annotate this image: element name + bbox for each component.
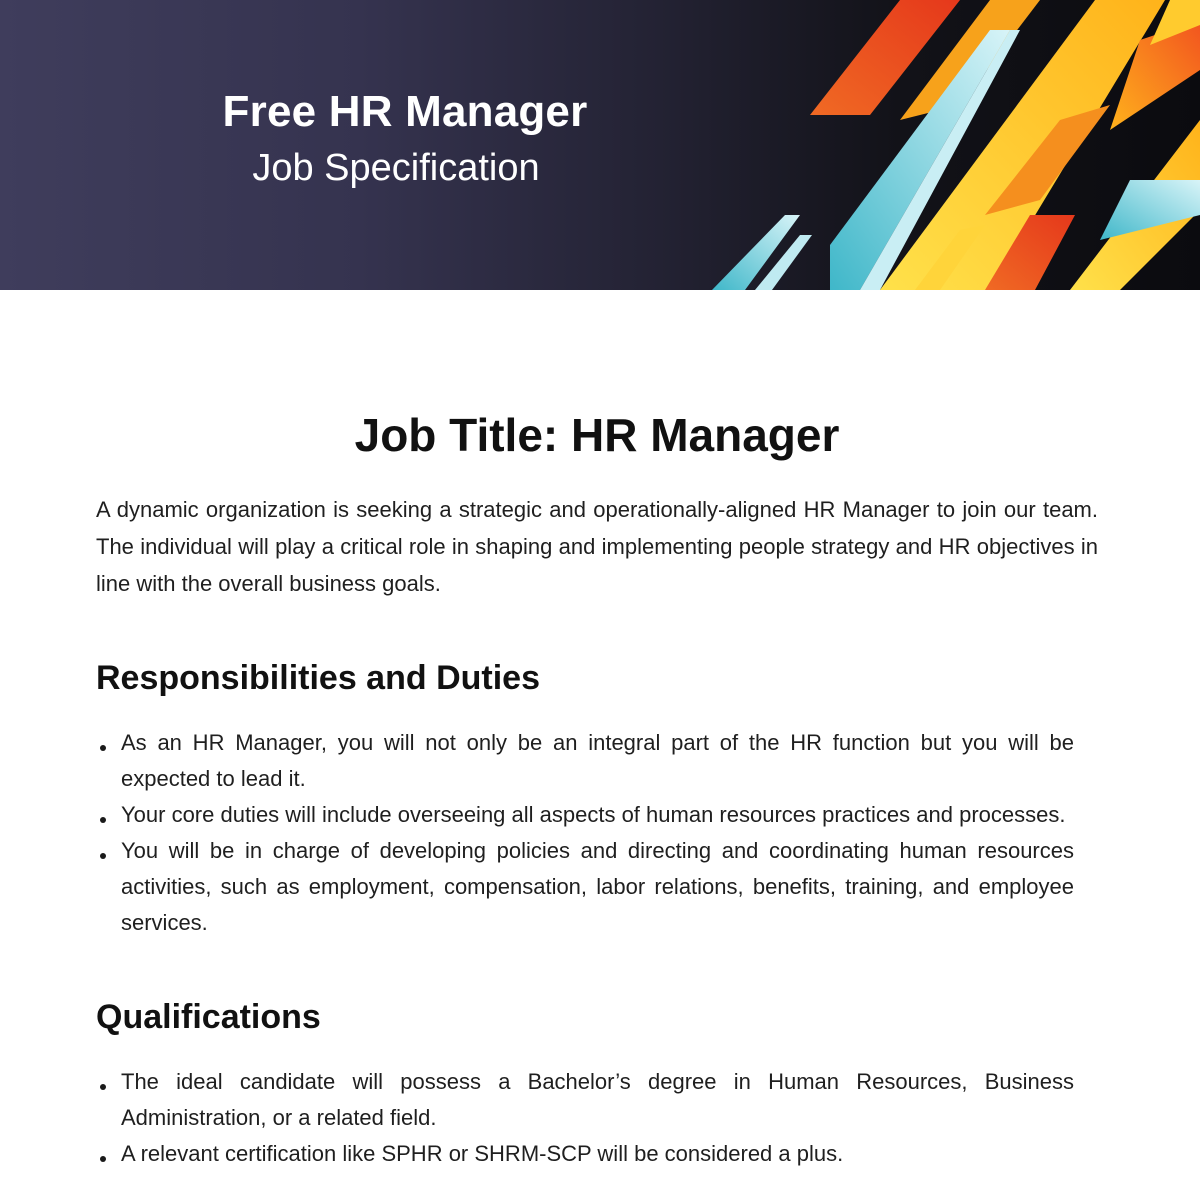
intro-paragraph: A dynamic organization is seeking a strategic and operationally-aligned HR Manager to join our team. The individual will play a critical role in shaping and implementing people strategy and HR objectives in line with the overall business goals. xyxy=(96,497,1098,596)
list-item xyxy=(96,833,1074,941)
job-title: Job Title: HR Manager xyxy=(354,409,840,461)
header-banner xyxy=(0,0,1200,290)
qualifications-list xyxy=(96,1064,1074,1172)
list-item xyxy=(96,725,1074,797)
list-item-text: The ideal candidate will possess a Bachelor’s degree in Human Resources, Business Administration, or a related field. xyxy=(121,1069,1074,1130)
bullet-icon xyxy=(100,1156,106,1162)
document-content xyxy=(96,405,1098,1172)
section-heading: Qualifications xyxy=(96,998,321,1036)
list-item-text: As an HR Manager, you will not only be an integral part of the HR function but you will be expected to lead it. xyxy=(121,730,1074,791)
bullet-icon xyxy=(100,817,106,823)
qualifications-section xyxy=(96,995,1098,1172)
bullet-icon xyxy=(100,853,106,859)
list-item-text: You will be in charge of developing policies and directing and coordinating human resources activities, such as employment, compensation, labor relations, benefits, training, and employee services. xyxy=(121,838,1074,935)
list-item xyxy=(96,1064,1074,1136)
list-item-text: A relevant certification like SPHR or SHRM-SCP will be considered a plus. xyxy=(121,1141,844,1166)
banner-title: Free HR Manager xyxy=(222,87,588,136)
section-heading: Responsibilities and Duties xyxy=(96,659,540,697)
list-item xyxy=(96,1136,1074,1172)
bullet-icon xyxy=(100,745,106,751)
responsibilities-section xyxy=(96,656,1098,941)
banner-subtitle: Job Specification xyxy=(252,147,540,189)
responsibilities-list xyxy=(96,725,1074,941)
list-item xyxy=(96,797,1074,833)
bullet-icon xyxy=(100,1084,106,1090)
list-item-text: Your core duties will include overseeing all aspects of human resources practices and processes. xyxy=(121,802,1066,827)
